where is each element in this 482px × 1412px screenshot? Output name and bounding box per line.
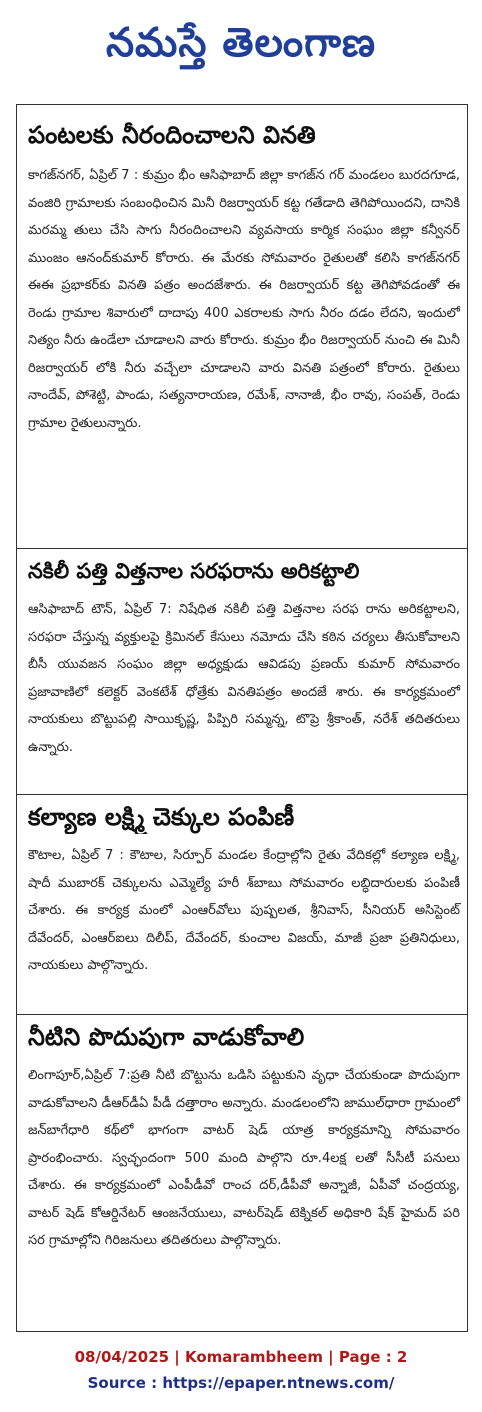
article-4 xyxy=(28,1020,460,1255)
article-3 xyxy=(28,800,460,980)
article-body: ఆసిఫాబాద్ టౌన్, ఏప్రిల్ 7: నిషేధిత నకిలీ పత్తి విత్తనాల సరఫ రాను అరికట్టాలని, సరఫరా చేస్తున్న వ్యక్తులపై క్రిమినల్ కేసులు నమోదు చేసి కఠిన చర్యలు తీసుకోవాలని బీసీ యువజన సంఘం జిల్లా అధ్యక్షుడు ఆవిడపు ప్రణయ్ కుమార్ సోమవారం ప్రజావాణిలో కలెక్టర్ వెంకటేశ్ ధోత్రేకు వినతిపత్రం అందజే శారు. ఈ కార్యక్రమంలో నాయకులు బొట్టుపల్లి సాయికృష్ణ, పిప్పిరి సమ్మన్న, టొప్రె శ్రీకాంత్, నరేశ్ తదితరులు ఉన్నారు. xyxy=(28,602,460,755)
article-body: లింగాపూర్,ఏప్రిల్ 7:ప్రతి నీటి బొట్టును ఒడిసి పట్టుకుని వృధా చేయకుండా పొదుపుగా వాడుకోవాలని డీఆర్‌డీఏ పీడీ దత్తారాం అన్నారు. మండలంలోని జాముల్‌ధారా గ్రామంలో జన్‌బాగేధారి కథ్‌లో భాగంగా వాటర్ షెడ్ యాత్ర కార్యక్రమాన్ని సోమవారం ప్రారంభించారు. స్వచ్ఛందంగా 500 మంది పాల్గొని రూ.4లక్ష లతో సీసీటీ పనులు చేశారు. ఈ కార్యక్రమంలో ఎంపీడీవో రాంచ దర్,డీపీవో అన్నాజీ, ఏపీవో చంద్రయ్య, వాటర్ షెడ్ కోఆర్డినేటర్ ఆంజనేయులు, వాటర్‌షెడ్ టెక్నికల్ అధికారి షేక్ హైమద్ పరి సర గ్రామాల్లోని గిరిజనులు తదితరులు పాల్గొన్నారు. xyxy=(28,1068,460,1248)
article-divider xyxy=(16,1014,468,1015)
article-body: కాగజ్‌నగర్, ఏప్రిల్ 7 : కుమ్రం భీం ఆసిఫాబాద్ జిల్లా కాగజ్‌న గర్ మండలం బురదగూడ, వంజిరి గ్రామాలకు సంబంధించిన మినీ రిజర్వాయర్ కట్ట గతేడాది తెగిపోయిందని, దానికి మరమ్మ తులు చేసి సాగు నీరందించాలని వ్యవసాయ కార్మిక సంఘం జిల్లా కన్వీనర్ ముంజం ఆనంద్‌కుమార్ కోరారు. ఈ మేరకు సోమవారం రైతులతో కలిసి కాగజ్‌నగర్ ఈఈ ప్రభాకర్‌కు వినతి పత్రం అందజేశారు. ఈ రిజర్వాయర్ కట్ట తెగిపోవడంతో ఈ రెండు గ్రామాల శివారులో దాదాపు 400 ఎకరాలకు సాగు నీరం దడం లేదని, ఇందులో నిత్యం నీరు ఉండేలా చూడాలని వారు కోరారు. కుమ్రం భీం రిజర్వాయర్ నుంచి ఈ మినీ రిజర్వాయర్ లోకి నీరు వచ్చేలా చూడాలని వారు వినతి పత్రంలో కోరారు. రైతులు నాందేవ్, పోశెట్టి, పాండు, సత్యనారాయణ, రమేశ్, నానాజీ, భీం రావు, సంపత్, రెండు గ్రామాల రైతులున్నారు. xyxy=(28,168,460,431)
article-headline: పంటలకు నీరందించాలని వినతి xyxy=(28,121,316,149)
article-1 xyxy=(28,118,460,437)
article-divider xyxy=(16,794,468,795)
source-link[interactable]: Source : https://epaper.ntnews.com/ xyxy=(87,1374,395,1392)
masthead-title: నమస్తే తెలంగాణ xyxy=(105,20,377,66)
edition-info: 08/04/2025 | Komarambheem | Page : 2 xyxy=(74,1348,408,1366)
article-divider xyxy=(16,548,468,549)
article-headline: నకిలీ పత్తి విత్తనాల సరఫరాను అరికట్టాలి xyxy=(28,559,360,583)
article-body: కౌటాల, ఏప్రిల్ 7 : కౌటాల, సిర్పూర్ మండల కేంద్రాల్లోని రైతు వేదికల్లో కల్యాణ లక్ష్మి, షాదీ ముబారక్ చెక్కులను ఎమ్మెల్యే హరీ శ్‌బాబు సోమవారం లబ్ధిదారులకు పంపిణీ చేశారు. ఈ కార్యక్ర మంలో ఎంఆర్‌వోలు పుష్పలత, శ్రీనివాస్, సీనియర్ అసిస్టెంట్ దేవేందర్, ఎంఆర్‌ఐలు దిలీప్, దేవేందర్, కుంచాల విజయ్, మాజీ ప్రజా ప్రతినిధులు, నాయకులు పాల్గొన్నారు. xyxy=(28,848,460,973)
article-headline: నీటిని పొదుపుగా వాడుకోవాలి xyxy=(28,1023,305,1051)
article-headline: కల్యాణ లక్ష్మి చెక్కుల పంపిణీ xyxy=(28,803,295,831)
newspaper-masthead xyxy=(0,0,482,96)
article-2 xyxy=(28,554,460,761)
